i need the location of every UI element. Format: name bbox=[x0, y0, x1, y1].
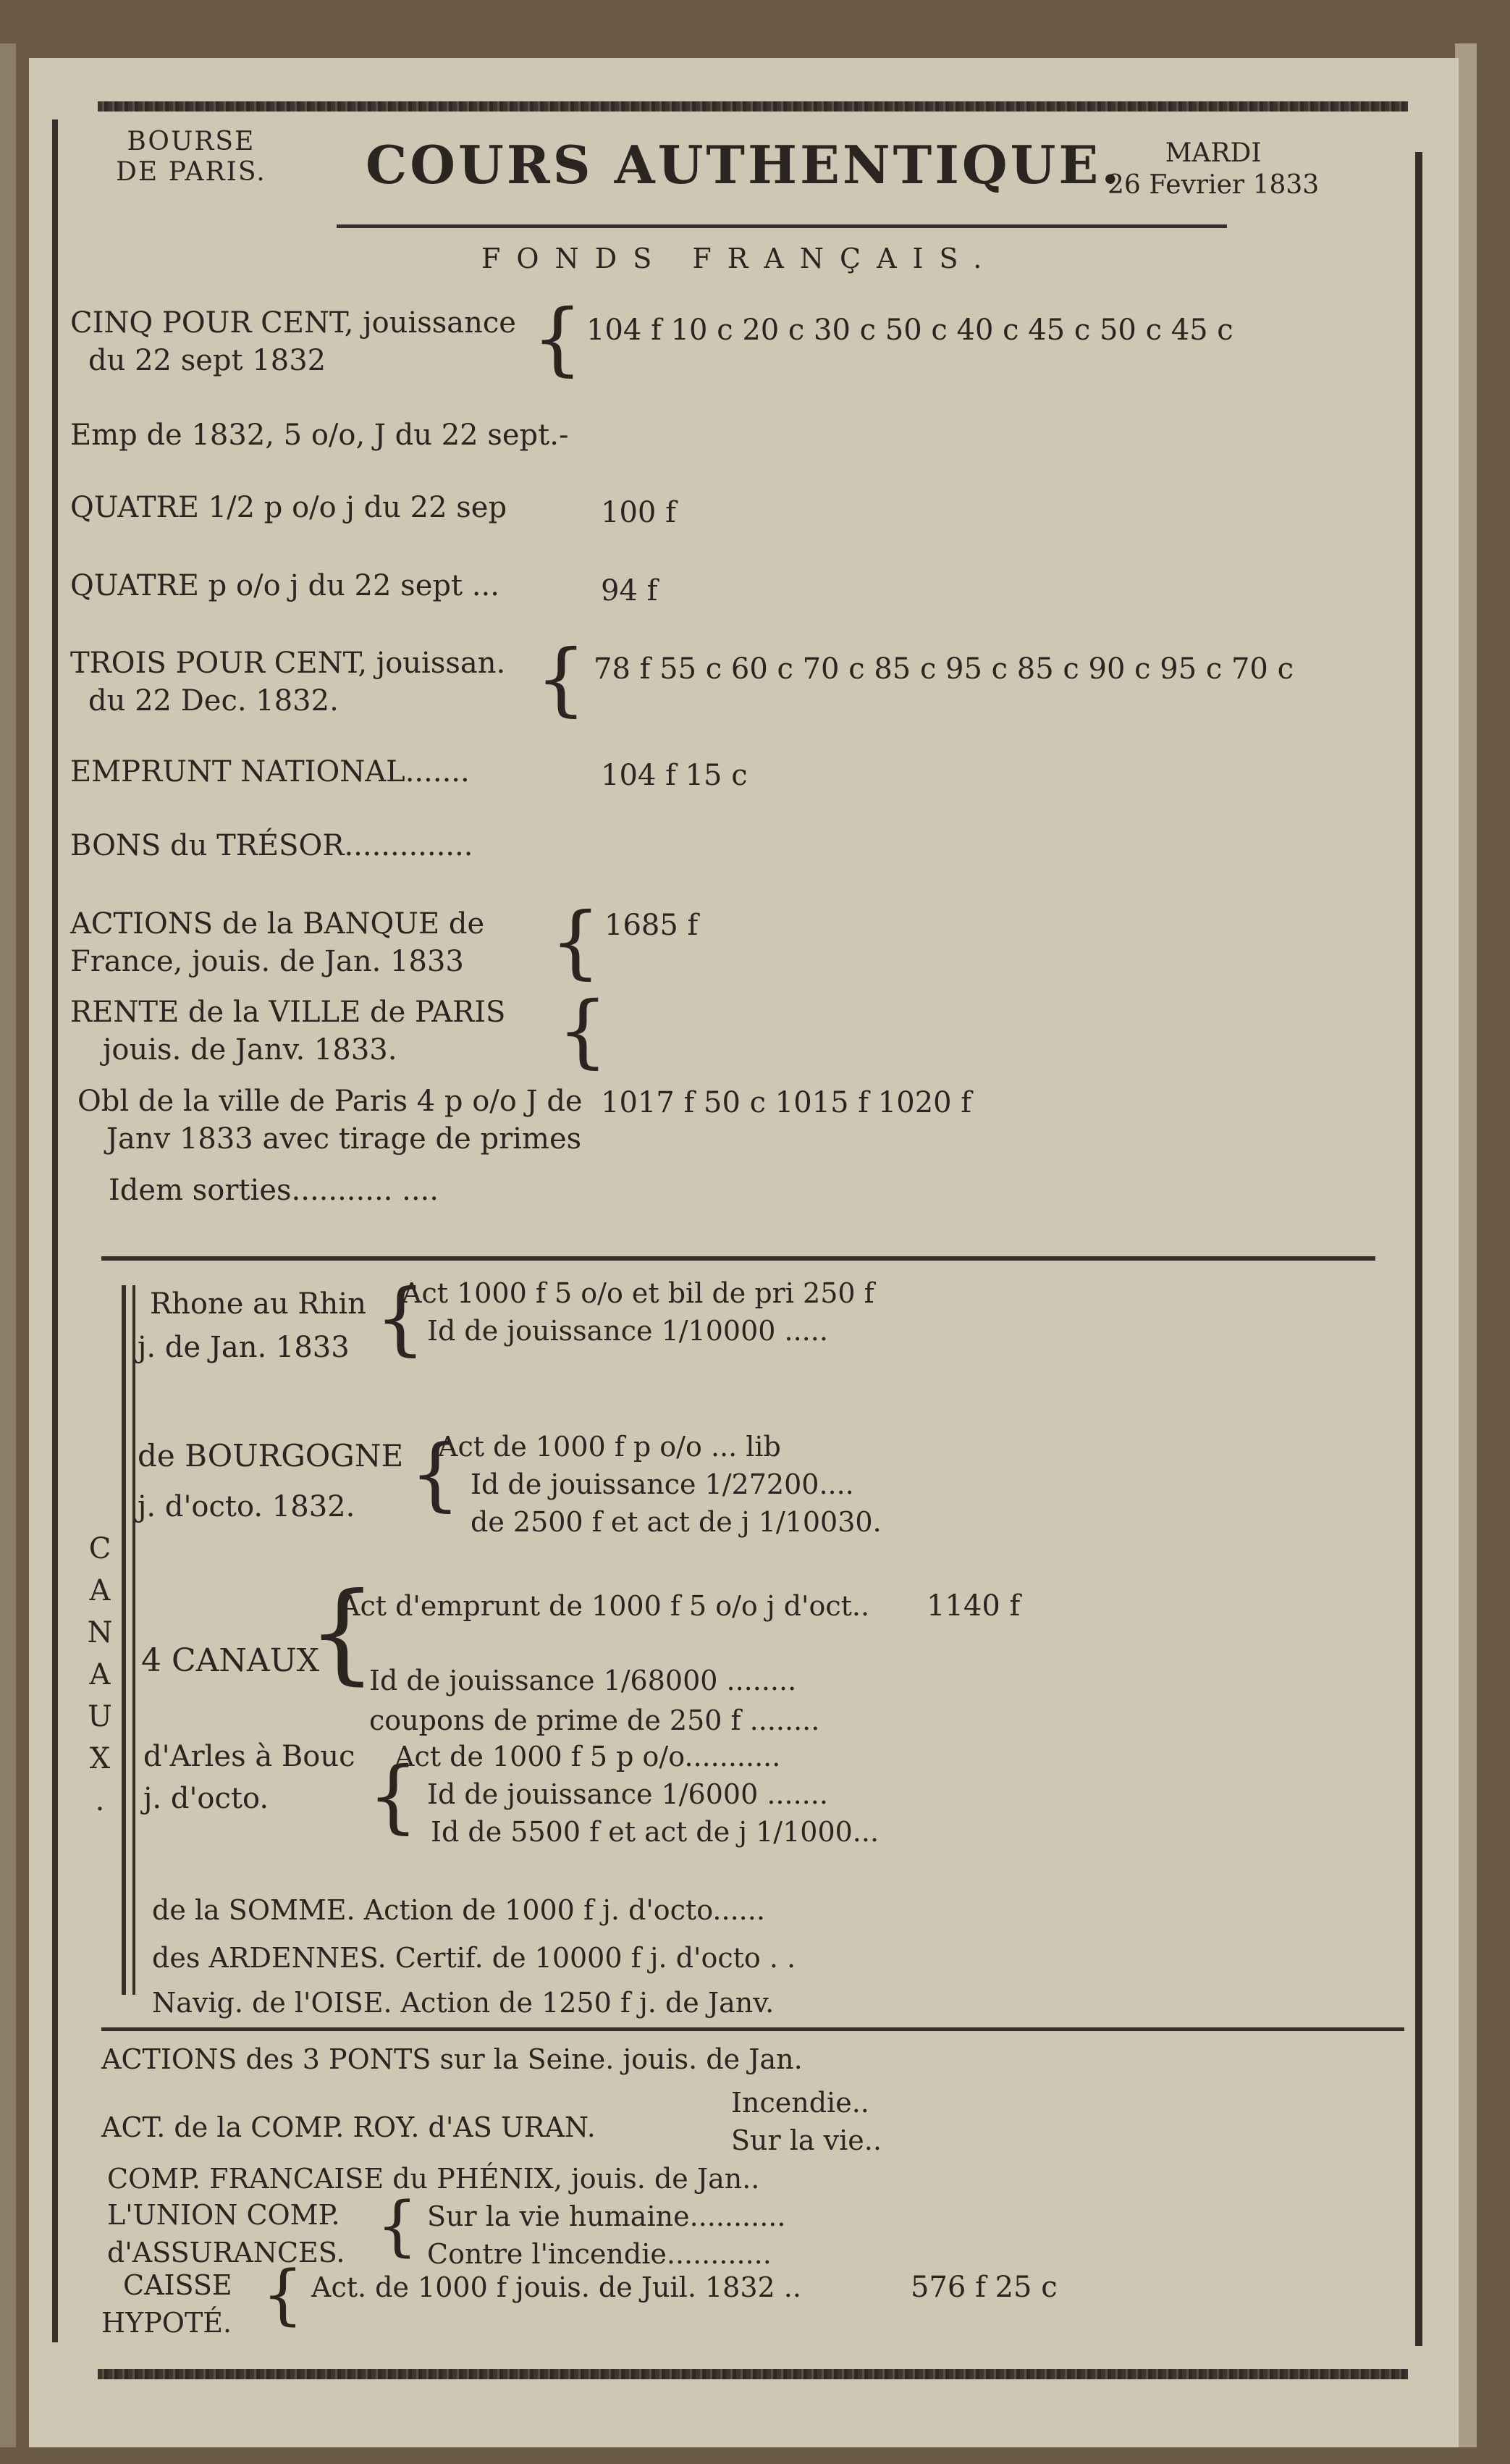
bourgogne-name bbox=[138, 1437, 403, 1526]
ponts-row: ACTIONS des 3 PONTS sur la Seine. jouis. de Jan. bbox=[101, 2043, 803, 2075]
rhone-name-line2: j. de Jan. 1833 bbox=[138, 1331, 350, 1364]
arles-lines bbox=[395, 1738, 879, 1851]
bourgogne-name-line2: j. d'octo. 1832. bbox=[138, 1490, 355, 1523]
brace: { bbox=[262, 2257, 304, 2333]
canaux-bracket bbox=[132, 1285, 135, 1995]
fonds-label-line1: CINQ POUR CENT, jouissance bbox=[70, 306, 516, 340]
fonds-row-0-value: 104 f 10 c 20 c 30 c 50 c 40 c 45 c 50 c 45 c bbox=[586, 314, 1233, 347]
fonds-row-3-value: 94 f bbox=[601, 574, 658, 607]
brace: { bbox=[308, 1570, 377, 1696]
arles-line1: Act de 1000 f 5 p o/o........... bbox=[395, 1741, 781, 1773]
fonds-label-line1: TROIS POUR CENT, jouissan. bbox=[70, 647, 506, 680]
union-line1: Sur la vie humaine........... bbox=[427, 2200, 786, 2232]
header-right bbox=[1108, 138, 1319, 201]
page-edge-left bbox=[0, 43, 16, 2447]
bourgogne-name-line1: de BOURGOGNE bbox=[138, 1438, 404, 1473]
fonds-row-9-value: 1017 f 50 c 1015 f 1020 f bbox=[601, 1086, 972, 1119]
bourgogne-lines bbox=[438, 1428, 882, 1541]
caisse-name bbox=[101, 2266, 232, 2342]
header-left-line2: DE PARIS. bbox=[116, 157, 266, 187]
somme-row: de la SOMME. Action de 1000 f j. d'octo...... bbox=[152, 1894, 765, 1926]
fonds-label-line1: ACTIONS de la BANQUE de bbox=[70, 907, 485, 941]
fonds-label-line2: jouis. de Janv. 1833. bbox=[103, 1033, 397, 1067]
bourgogne-line3: de 2500 f et act de j 1/10030. bbox=[471, 1506, 882, 1538]
canaux-bracket bbox=[122, 1285, 126, 1995]
header-right-date: 26 Fevrier 1833 bbox=[1108, 170, 1320, 200]
right-border bbox=[1415, 152, 1422, 2346]
fonds-label-line2: du 22 Dec. 1832. bbox=[88, 684, 339, 718]
fonds-label-line2: Janv 1833 avec tirage de primes bbox=[106, 1122, 582, 1156]
union-lines bbox=[427, 2198, 785, 2273]
section-divider bbox=[101, 2027, 1404, 2031]
fonds-row-6-label: BONS du TRÉSOR.............. bbox=[70, 829, 473, 862]
top-border bbox=[98, 101, 1408, 112]
fonds-row-4-value: 78 f 55 c 60 c 70 c 85 c 95 c 85 c 90 c 95 c 70 c bbox=[594, 652, 1294, 686]
arles-line2: Id de jouissance 1/6000 ....... bbox=[427, 1778, 828, 1810]
page-title: COURS AUTHENTIQUE. bbox=[366, 134, 1123, 195]
section-subtitle: FONDS FRANÇAIS. bbox=[481, 243, 998, 274]
fonds-row-2-label: QUATRE 1/2 p o/o j du 22 sep bbox=[70, 491, 507, 524]
fonds-row-1-label: Emp de 1832, 5 o/o, J du 22 sept.- bbox=[70, 419, 569, 452]
fonds-label-line1: RENTE de la VILLE de PARIS bbox=[70, 996, 506, 1029]
fonds-row-3-label: QUATRE p o/o j du 22 sept ... bbox=[70, 569, 499, 602]
brace: { bbox=[532, 292, 583, 384]
fonds-row-9-label bbox=[77, 1082, 583, 1158]
union-name-line2: d'ASSURANCES. bbox=[107, 2237, 345, 2269]
union-name-line1: L'UNION COMP. bbox=[107, 2199, 340, 2231]
fonds-row-4-label bbox=[70, 644, 505, 720]
fonds-label-line2: du 22 sept 1832 bbox=[88, 344, 326, 377]
quatre-line3: coupons de prime de 250 f ........ bbox=[369, 1704, 820, 1736]
quatre-value: 1140 f bbox=[927, 1589, 1021, 1623]
canaux-letter: C bbox=[88, 1532, 111, 1565]
fonds-row-10-label: Idem sorties........... .... bbox=[109, 1174, 439, 1207]
canaux-letter: . bbox=[95, 1784, 105, 1817]
fonds-row-5-value: 104 f 15 c bbox=[601, 759, 748, 792]
canaux-letter: A bbox=[89, 1574, 111, 1607]
header-left-line1: BOURSE bbox=[127, 127, 256, 156]
comp-roy-row: ACT. de la COMP. ROY. d'AS URAN. bbox=[101, 2111, 596, 2143]
brace: { bbox=[410, 1427, 460, 1520]
rhone-lines bbox=[402, 1274, 874, 1350]
caisse-line: Act. de 1000 f jouis. de Juil. 1832 .. bbox=[311, 2271, 801, 2303]
sur-la-vie-label: Sur la vie.. bbox=[731, 2124, 882, 2156]
oise-row: Navig. de l'OISE. Action de 1250 f j. de Janv. bbox=[152, 1987, 775, 2019]
fonds-label-line2: France, jouis. de Jan. 1833 bbox=[70, 945, 464, 978]
ardennes-row: des ARDENNES. Certif. de 10000 f j. d'octo . . bbox=[152, 1942, 796, 1974]
quatre-line1: Act d'emprunt de 1000 f 5 o/o j d'oct.. bbox=[340, 1590, 870, 1622]
header-rule bbox=[337, 224, 1227, 228]
left-border bbox=[52, 119, 58, 2342]
fonds-row-2-value: 100 f bbox=[601, 496, 676, 529]
fonds-label-line1: Obl de la ville de Paris 4 p o/o J de bbox=[77, 1085, 583, 1118]
incendie-label: Incendie.. bbox=[731, 2087, 869, 2119]
rhone-name-line1: Rhone au Rhin bbox=[150, 1287, 366, 1321]
canaux-letter: X bbox=[89, 1742, 111, 1775]
arles-name-line1: d'Arles à Bouc bbox=[143, 1740, 355, 1773]
brace: { bbox=[536, 632, 586, 725]
brace: { bbox=[375, 1271, 426, 1364]
union-line2: Contre l'incendie............ bbox=[427, 2238, 772, 2270]
brace: { bbox=[376, 2188, 418, 2264]
bottom-border bbox=[98, 2369, 1408, 2379]
caisse-name-line2: HYPOTÉ. bbox=[101, 2307, 232, 2339]
fonds-row-5-label: EMPRUNT NATIONAL....... bbox=[70, 755, 470, 789]
canaux-letter: A bbox=[89, 1658, 111, 1691]
bourgogne-line2: Id de jouissance 1/27200.... bbox=[471, 1468, 854, 1500]
canaux-letter: U bbox=[88, 1700, 112, 1733]
section-divider bbox=[101, 1256, 1375, 1261]
union-name bbox=[107, 2196, 345, 2271]
quatre-line2: Id de jouissance 1/68000 ........ bbox=[369, 1665, 797, 1696]
canaux-side-label bbox=[85, 1528, 114, 1822]
canaux-letter: N bbox=[87, 1616, 113, 1649]
rhone-line1: Act 1000 f 5 o/o et bil de pri 250 f bbox=[402, 1277, 874, 1309]
brace: { bbox=[550, 895, 601, 988]
header-right-day: MARDI bbox=[1165, 138, 1262, 168]
quatre-canaux-name: 4 CANAUX bbox=[141, 1642, 320, 1679]
brace: { bbox=[368, 1749, 418, 1842]
fonds-row-0-label bbox=[70, 304, 516, 379]
rhone-line2: Id de jouissance 1/10000 ..... bbox=[427, 1315, 828, 1347]
header-left bbox=[116, 127, 266, 188]
arles-name bbox=[143, 1738, 355, 1817]
arles-name-line2: j. d'octo. bbox=[143, 1782, 269, 1815]
rhone-name bbox=[138, 1285, 366, 1366]
phenix-row: COMP. FRANCAISE du PHÉNIX, jouis. de Jan.. bbox=[107, 2163, 760, 2195]
fonds-row-8-label bbox=[70, 993, 505, 1069]
caisse-name-line1: CAISSE bbox=[123, 2269, 232, 2301]
bourgogne-line1: Act de 1000 f p o/o ... lib bbox=[438, 1431, 781, 1463]
fonds-row-7-label bbox=[70, 905, 484, 980]
caisse-value: 576 f 25 c bbox=[911, 2271, 1058, 2304]
brace: { bbox=[557, 984, 608, 1077]
arles-line3: Id de 5500 f et act de j 1/1000... bbox=[431, 1816, 880, 1848]
fonds-row-7-value: 1685 f bbox=[604, 909, 699, 942]
